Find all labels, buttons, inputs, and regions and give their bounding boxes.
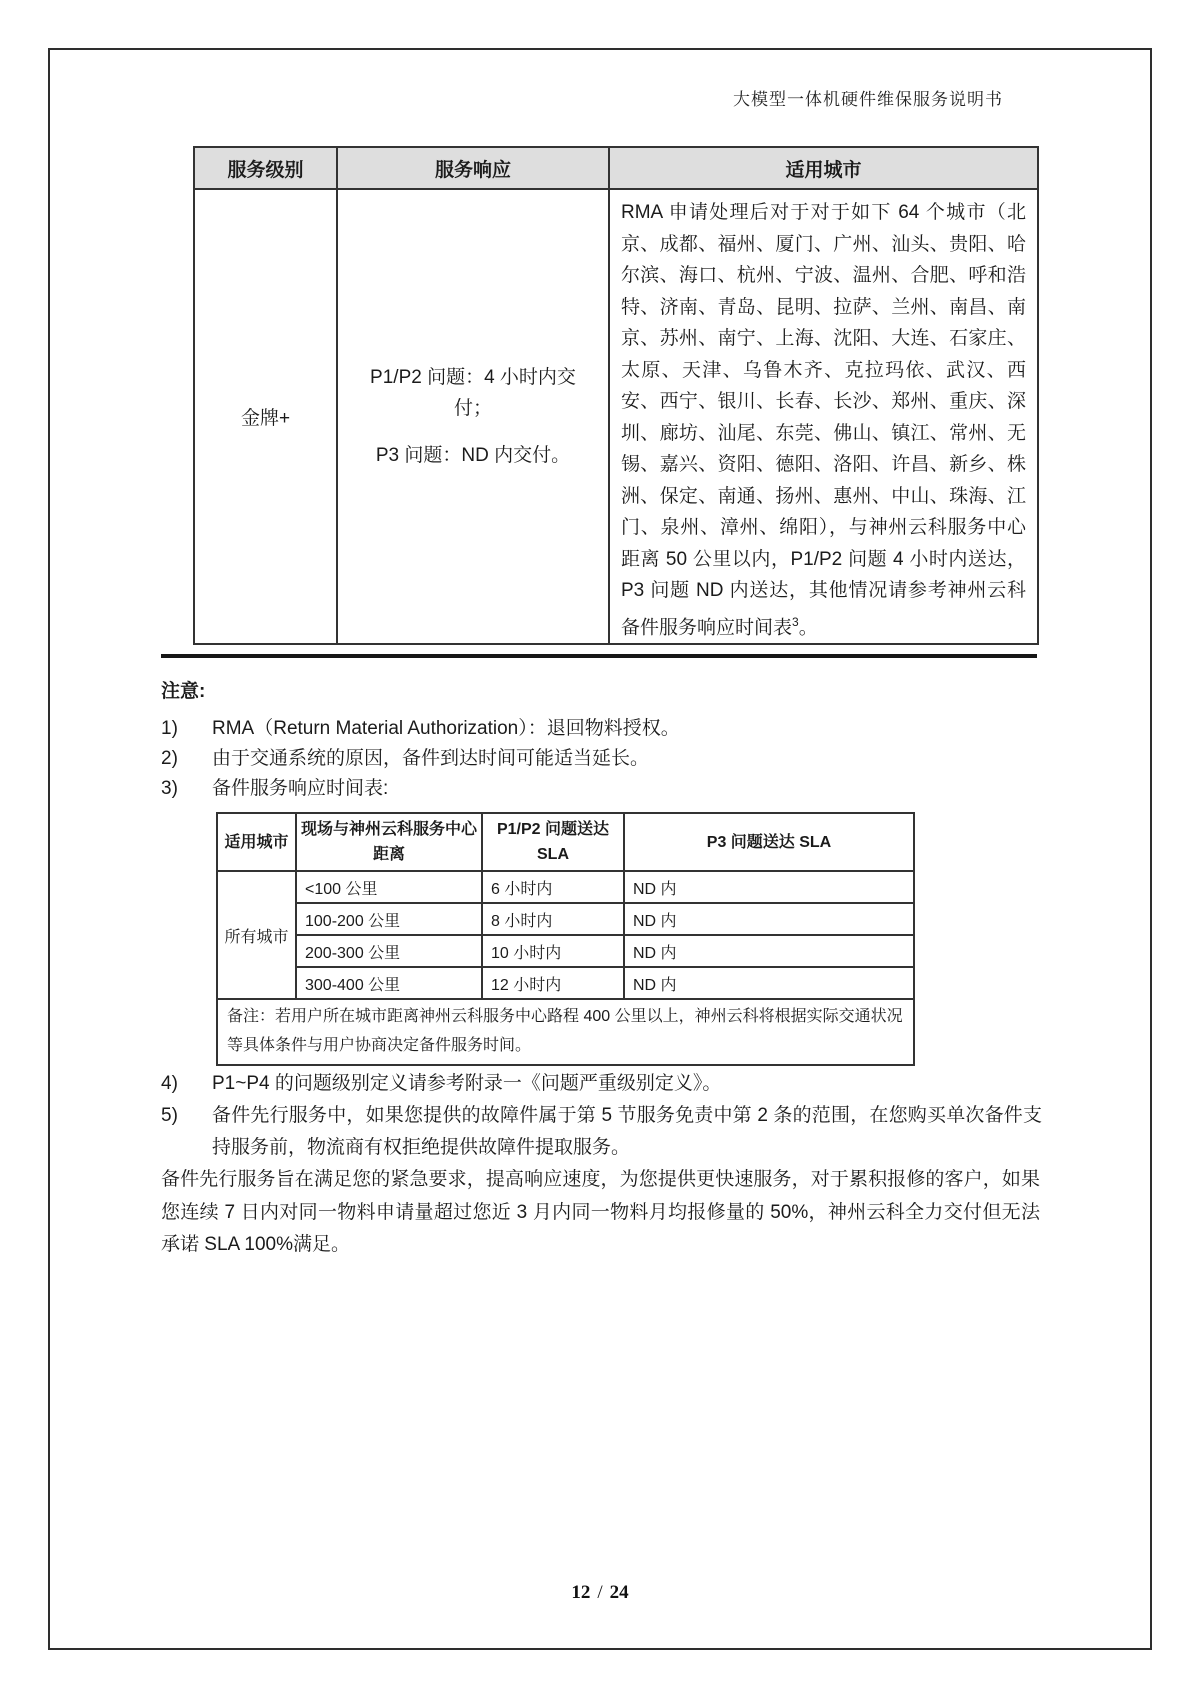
p1p2-sla-cell: 6 小时内 — [482, 871, 624, 903]
service-level-cell: 金牌+ — [194, 189, 337, 644]
distance-cell: 200-300 公里 — [296, 935, 482, 967]
column-header-applicable-cities: 适用城市 — [609, 147, 1038, 189]
closing-paragraph: 备件先行服务旨在满足您的紧急要求，提高响应速度，为您提供更快速服务，对于累积报修的客户，如果您连续 7 日内对同一物料申请量超过您近 3 月内同一物料月均报修量的 50%，神州云科全力交付但无法承诺 SLA 100%满足。 — [161, 1169, 1040, 1255]
cities-paragraph-end: 。 — [798, 616, 818, 638]
response-line-p1p2: P1/P2 问题：4 小时内交付； — [370, 367, 576, 420]
p1p2-sla-cell: 8 小时内 — [482, 903, 624, 935]
footnote-reference-3: 3 — [792, 614, 799, 629]
notes-list-upper — [161, 714, 1041, 804]
column-header-service-response: 服务响应 — [337, 147, 609, 189]
list-item — [161, 744, 1041, 774]
p3-sla-cell: ND 内 — [624, 967, 914, 999]
p3-sla-cell: ND 内 — [624, 935, 914, 967]
list-item — [161, 774, 1041, 804]
list-item — [161, 1100, 1042, 1164]
list-item-text: 备件服务响应时间表: — [212, 778, 389, 799]
sla-table-row — [217, 967, 914, 999]
sla-table-row — [217, 935, 914, 967]
notes-label: 注意: — [161, 681, 206, 702]
list-item-text: P1~P4 的问题级别定义请参考附录一《问题严重级别定义》。 — [212, 1073, 722, 1094]
column-header-applicable-city: 适用城市 — [217, 813, 296, 871]
response-line-p3: P3 问题：ND 内交付。 — [375, 445, 571, 467]
distance-cell: 100-200 公里 — [296, 903, 482, 935]
list-item-number: 4) — [161, 1073, 178, 1094]
list-item-number: 1) — [161, 718, 178, 739]
page-footer — [0, 1582, 1200, 1604]
sla-remark-cell: 备注：若用户所在城市距离神州云科服务中心路程 400 公里以上，神州云科将根据实际交通状况等具体条件与用户协商决定备件服务时间。 — [217, 999, 914, 1065]
section-divider-line — [161, 654, 1037, 658]
column-header-distance: 现场与神州云科服务中心距离 — [296, 813, 482, 871]
list-item-number: 3) — [161, 778, 178, 799]
list-item-number: 2) — [161, 748, 178, 769]
column-header-p3-sla: P3 问题送达 SLA — [624, 813, 914, 871]
sla-table-remark-row — [217, 999, 914, 1065]
notes-list-lower — [161, 1068, 1042, 1164]
document-header-title: 大模型一体机硬件维保服务说明书 — [733, 90, 1003, 109]
column-header-p1p2-sla: P1/P2 问题送达 SLA — [482, 813, 624, 871]
service-table-row — [194, 189, 1038, 644]
p3-sla-cell: ND 内 — [624, 871, 914, 903]
page-number-separator: / — [597, 1582, 603, 1603]
applicable-cities-cell — [609, 189, 1038, 644]
sla-table-row — [217, 871, 914, 903]
cities-paragraph: RMA 申请处理后对于对于如下 64 个城市（北京、成都、福州、厦门、广州、汕头、贵阳、哈尔滨、海口、杭州、宁波、温州、合肥、呼和浩特、济南、青岛、昆明、拉萨、兰州、南昌、南京、苏州、南宁、上海、沈阳、大连、石家庄、太原、天津、乌鲁木齐、克拉玛依、武汉、西安、西宁、银川、长春、长沙、郑州、重庆、深圳、廊坊、汕尾、东莞、佛山、镇江、常州、无锡、嘉兴、资阳、德阳、洛阳、许昌、新乡、株洲、保定、南通、扬州、惠州、中山、珠海、江门、泉州、漳州、绵阳），与神州云科服务中心距离 50 公里以内，P1/P2 问题 4 小时内送达，P3 问题 ND 内送达，其他情况请参考神州云科备件服务响应时间表 — [621, 202, 1026, 638]
total-page-count: 24 — [609, 1582, 629, 1603]
p1p2-sla-cell: 10 小时内 — [482, 935, 624, 967]
city-scope-cell: 所有城市 — [217, 871, 296, 999]
list-item-text: RMA（Return Material Authorization）：退回物料授权。 — [212, 718, 680, 739]
list-item-text: 由于交通系统的原因，备件到达时间可能适当延长。 — [212, 748, 650, 769]
p1p2-sla-cell: 12 小时内 — [482, 967, 624, 999]
sla-table-row — [217, 903, 914, 935]
sla-table-header-row — [217, 813, 914, 871]
list-item-text: 备件先行服务中，如果您提供的故障件属于第 5 节服务免责中第 2 条的范围，在您购买单次备件支持服务前，物流商有权拒绝提供故障件提取服务。 — [212, 1105, 1042, 1158]
list-item — [161, 714, 1041, 744]
p3-sla-cell: ND 内 — [624, 903, 914, 935]
service-table-header-row — [194, 147, 1038, 189]
list-item — [161, 1068, 1042, 1100]
sla-response-time-table — [216, 812, 915, 1066]
distance-cell: <100 公里 — [296, 871, 482, 903]
service-response-cell — [337, 189, 609, 644]
list-item-number: 5) — [161, 1105, 178, 1126]
column-header-service-level: 服务级别 — [194, 147, 337, 189]
response-text — [357, 362, 589, 471]
distance-cell: 300-400 公里 — [296, 967, 482, 999]
current-page-number: 12 — [571, 1582, 591, 1603]
service-level-table — [193, 146, 1039, 645]
